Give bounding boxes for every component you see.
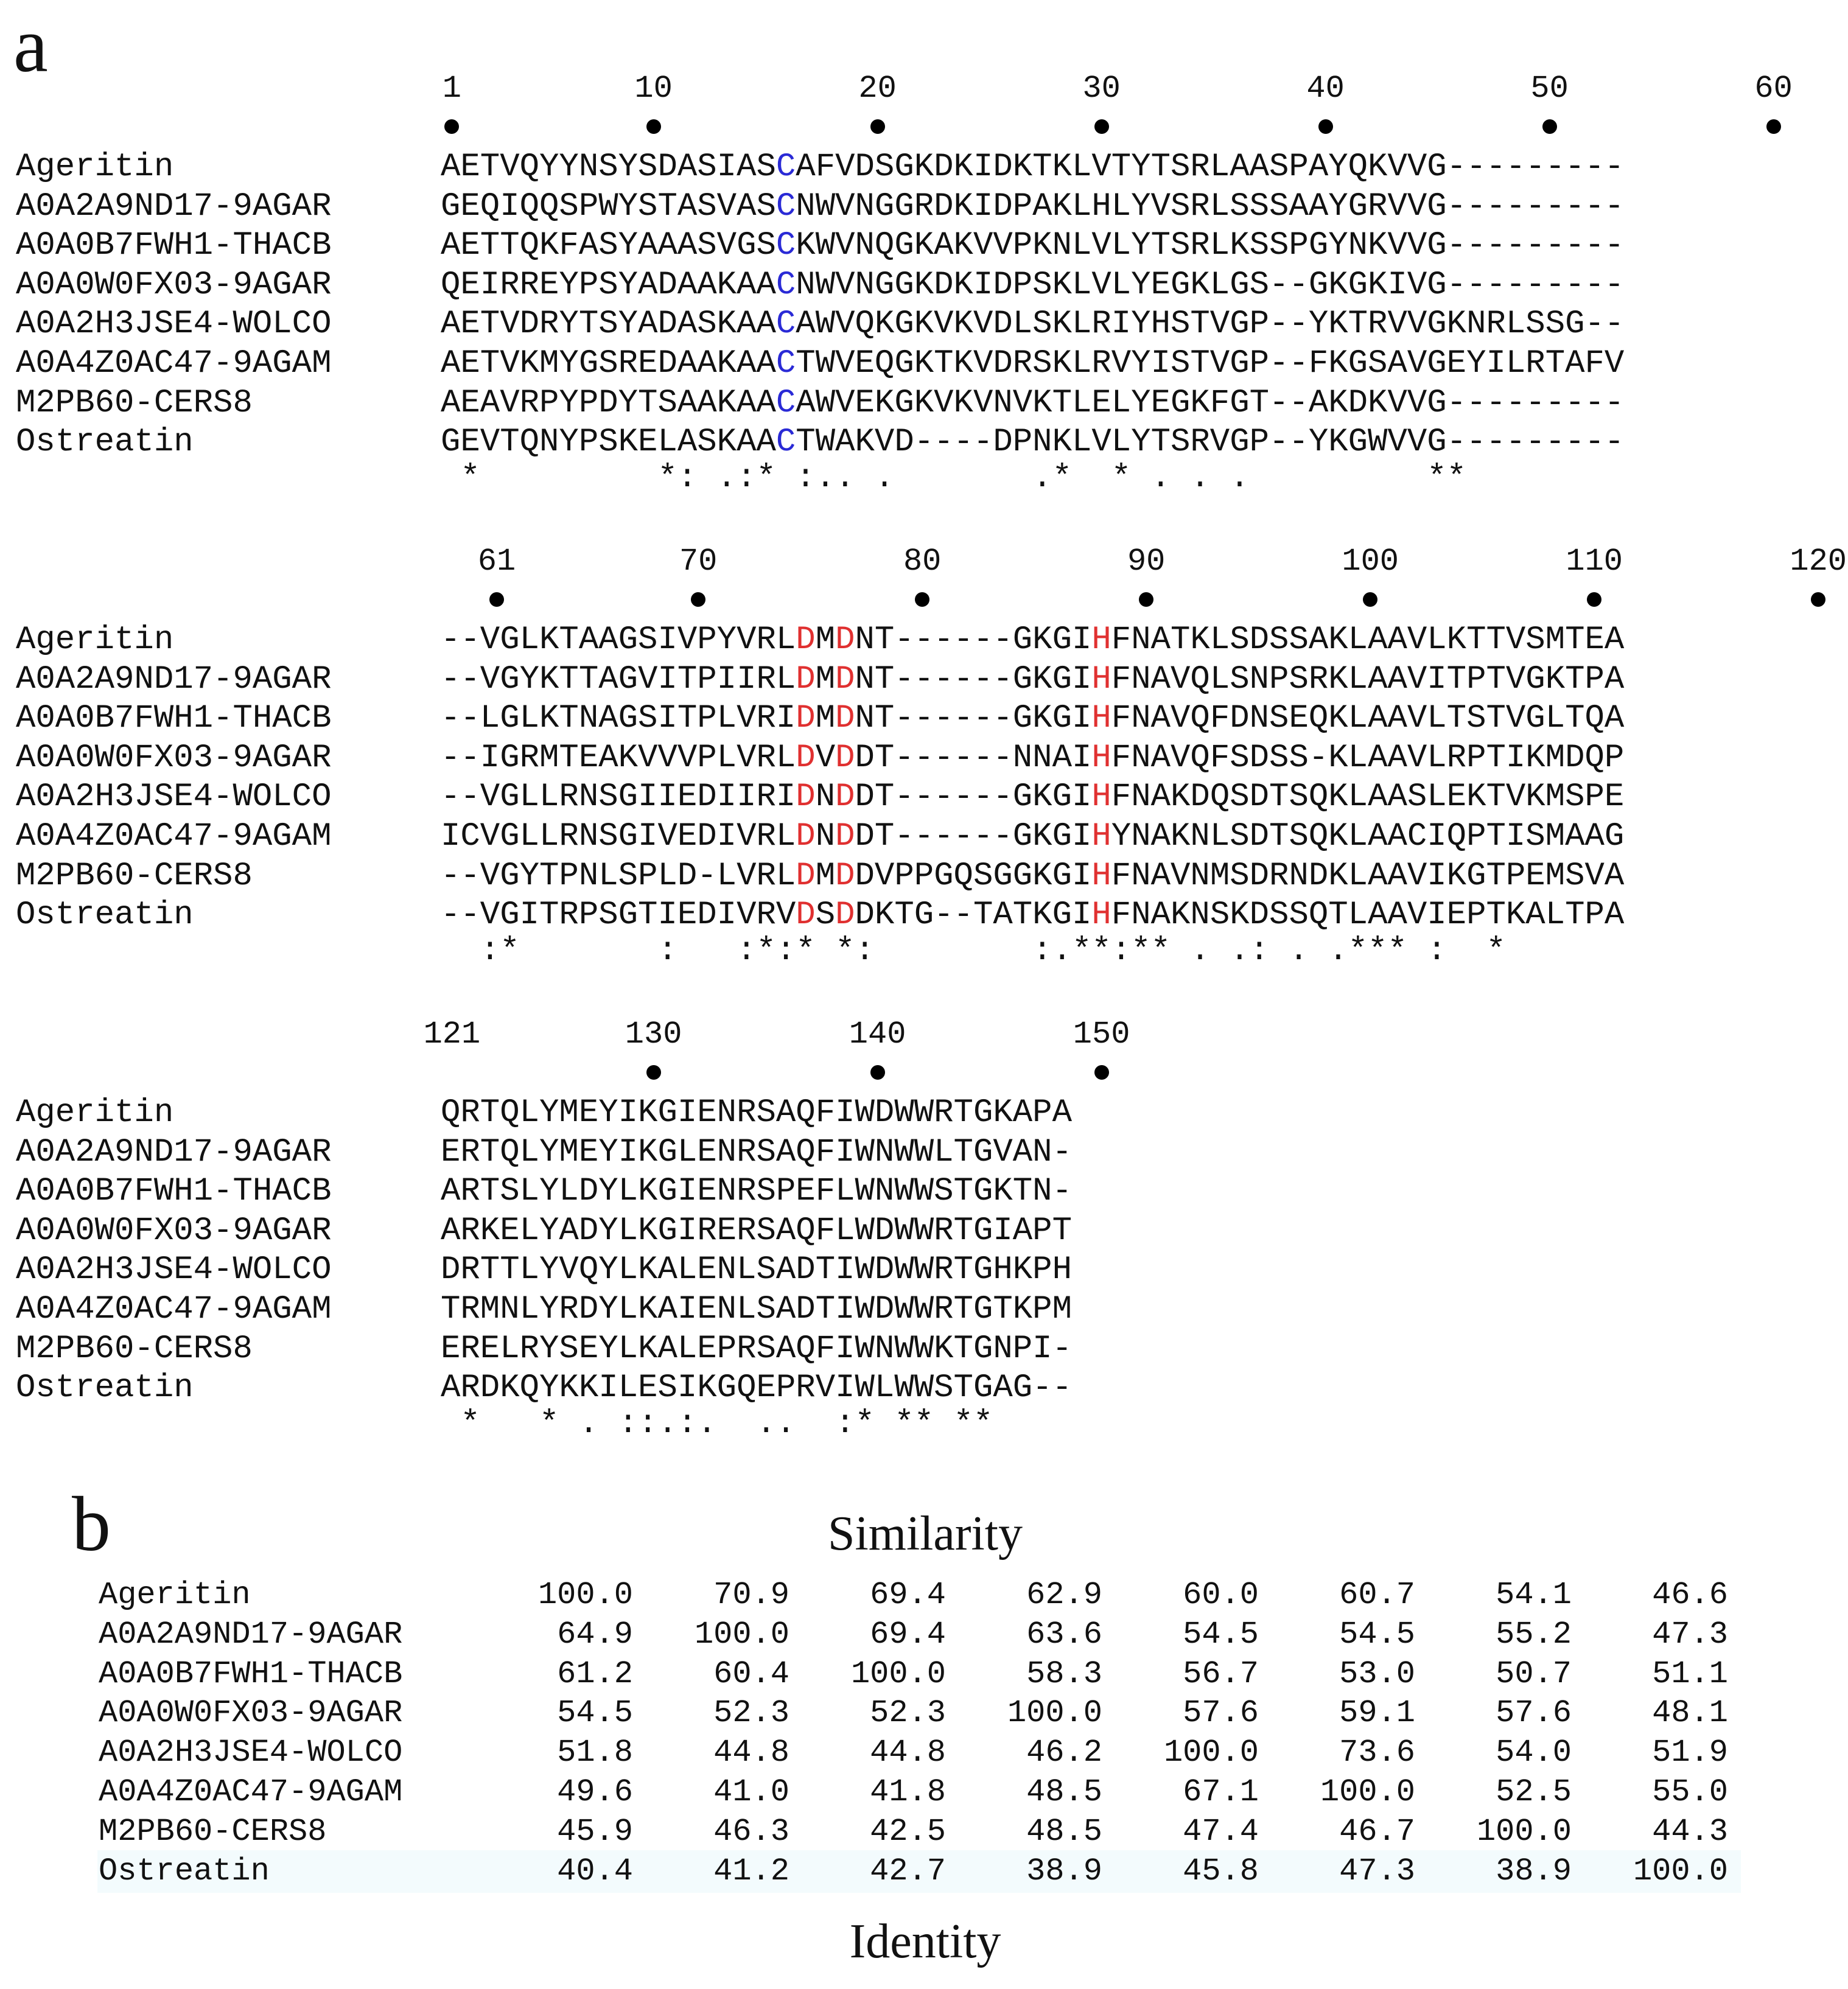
sequence-name: A0A0W0FX03-9AGAR [16, 739, 332, 777]
matrix-cell: 46.7 [1339, 1813, 1415, 1850]
position-number: 70 [679, 544, 718, 579]
sequence-name: M2PB60-CERS8 [16, 384, 253, 422]
sequence-residues: GEQIQQSPWYSTASVASCNWVNGGRDKIDPAKLHLYVSRLSSSAAYGRVVG--------- [441, 187, 1625, 225]
position-dot [646, 119, 661, 134]
highlighted-residue: H [1091, 739, 1111, 777]
sequence-residues: ERELRYSEYLKALEPRSAQFIWNWWKTGNPI- [441, 1330, 1072, 1368]
matrix-row-label: A0A2A9ND17-9AGAR [99, 1616, 403, 1652]
sequence-name: Ostreatin [16, 424, 194, 461]
matrix-title-similarity: Similarity [828, 1507, 1023, 1561]
position-number: 61 [477, 544, 516, 579]
matrix-row-label: A0A0B7FWH1-THACB [99, 1655, 403, 1692]
highlighted-residue: C [775, 384, 796, 422]
sequence-name: A0A0B7FWH1-THACB [16, 700, 332, 738]
matrix-cell: 64.9 [557, 1616, 633, 1652]
matrix-cell: 69.4 [870, 1577, 946, 1613]
matrix-cell: 47.4 [1183, 1813, 1259, 1850]
sequence-name: Ageritin [16, 149, 174, 186]
sequence-residues: AETVQYYNSYSDASIASCAFVDSGKDKIDKTKLVTYTSRLAASPAYQKVVG--------- [441, 149, 1625, 186]
consensus-line: * *: .:* :.. . .* * . . . ** [441, 459, 1625, 497]
highlighted-residue: D [835, 778, 855, 816]
matrix-row-label: Ostreatin [99, 1853, 270, 1889]
highlighted-residue: C [775, 345, 796, 382]
matrix-cell: 100.0 [1163, 1735, 1259, 1771]
matrix-cell: 48.1 [1652, 1695, 1728, 1732]
matrix-cell: 47.3 [1652, 1616, 1728, 1652]
matrix-cell: 60.0 [1183, 1577, 1259, 1613]
matrix-cell: 53.0 [1339, 1655, 1415, 1692]
sequence-residues: ARDKQYKKILESIKGQEPRVIWLWWSTGAG-- [441, 1369, 1072, 1407]
matrix-cell: 52.3 [870, 1695, 946, 1732]
highlighted-residue: C [775, 306, 796, 343]
matrix-cell: 38.9 [1026, 1853, 1102, 1889]
matrix-cell: 46.3 [713, 1813, 789, 1850]
matrix-cell: 51.9 [1652, 1735, 1728, 1771]
matrix-row-label: M2PB60-CERS8 [99, 1813, 327, 1850]
highlighted-residue: H [1091, 857, 1111, 895]
matrix-cell: 44.8 [713, 1735, 789, 1771]
matrix-cell: 63.6 [1026, 1616, 1102, 1652]
matrix-cell: 44.8 [870, 1735, 946, 1771]
matrix-cell: 50.7 [1496, 1655, 1572, 1692]
position-dot [691, 592, 705, 607]
position-number: 110 [1566, 544, 1623, 579]
matrix-row-label: A0A4Z0AC47-9AGAM [99, 1774, 403, 1810]
matrix-cell: 62.9 [1026, 1577, 1102, 1613]
matrix-cell: 47.3 [1339, 1853, 1415, 1889]
matrix-cell: 45.8 [1183, 1853, 1259, 1889]
matrix-row-label: A0A2H3JSE4-WOLCO [99, 1735, 403, 1771]
sequence-residues: AETVKMYGSREDAAKAACTWVEQGKTKVDRSKLRVYISTVGP--FKGSAVGEYILRTAFV [441, 345, 1625, 382]
sequence-residues: QEIRREYPSYADAAKAACNWVNGGKDKIDPSKLVLYEGKLGS--GKGKIVG--------- [441, 266, 1625, 304]
sequence-name: A0A0B7FWH1-THACB [16, 227, 332, 265]
position-dot [489, 592, 504, 607]
matrix-cell: 42.7 [870, 1853, 946, 1889]
highlighted-residue: D [835, 739, 855, 777]
position-dot [1139, 592, 1153, 607]
sequence-name: A0A0B7FWH1-THACB [16, 1173, 332, 1211]
highlighted-residue: D [835, 700, 855, 738]
matrix-cell: 100.0 [1476, 1813, 1572, 1850]
sequence-residues: --VGITRPSGTIEDIVRVDSDDKTG--TATKGIHFNAKNSKDSSQTLAAVIEPTKALTPA [441, 897, 1625, 934]
matrix-cell: 40.4 [557, 1853, 633, 1889]
sequence-residues: --VGYKTTAGVITPIIRLDMDNT------GKGIHFNAVQLSNPSRKLAAVITPTVGKTPA [441, 660, 1625, 698]
matrix-cell: 46.6 [1652, 1577, 1728, 1613]
position-dot [1094, 119, 1109, 134]
matrix-cell: 70.9 [713, 1577, 789, 1613]
matrix-cell: 60.7 [1339, 1577, 1415, 1613]
position-dot [1811, 592, 1825, 607]
matrix-cell: 41.8 [870, 1774, 946, 1810]
consensus-line: * * . ::.:. .. :* ** ** [441, 1405, 1072, 1442]
highlighted-residue: D [796, 778, 816, 816]
highlighted-residue: D [835, 621, 855, 659]
matrix-cell: 100.0 [694, 1616, 789, 1652]
position-dot [1363, 592, 1377, 607]
sequence-name: Ostreatin [16, 1369, 194, 1407]
highlighted-residue: C [775, 187, 796, 225]
sequence-residues: AEAVRPYPDYTSAAKAACAWVEKGKVKVNVKTLELYEGKFGT--AKDKVVG--------- [441, 384, 1625, 422]
consensus-line: :* : :*:* *: :.**:** . .: . .*** : * [441, 932, 1625, 970]
sequence-name: Ostreatin [16, 897, 194, 934]
matrix-cell: 42.5 [870, 1813, 946, 1850]
position-number: 10 [634, 71, 673, 107]
sequence-name: A0A2H3JSE4-WOLCO [16, 1251, 332, 1289]
position-number: 60 [1754, 71, 1793, 107]
sequence-residues: AETTQKFASYAAASVGSCKWVNQGKAKVVPKNLVLYTSRLKSSPGYNKVVG--------- [441, 227, 1625, 265]
highlighted-residue: H [1091, 778, 1111, 816]
sequence-residues: ICVGLLRNSGIVEDIVRLDNDDT------GKGIHYNAKNLSDTSQKLAACIQPTISMAAG [441, 818, 1625, 855]
sequence-residues: --VGYTPNLSPLD-LVRLDMDDVPPGQSGGKGIHFNAVNMSDRNDKLAAVIKGTPEMSVA [441, 857, 1625, 895]
matrix-cell: 73.6 [1339, 1735, 1415, 1771]
matrix-cell: 51.8 [557, 1735, 633, 1771]
matrix-cell: 67.1 [1183, 1774, 1259, 1810]
sequence-residues: ERTQLYMEYIKGLENRSAQFIWNWWLTGVAN- [441, 1133, 1072, 1171]
position-dot [1766, 119, 1781, 134]
matrix-cell: 58.3 [1026, 1655, 1102, 1692]
highlighted-residue: C [775, 227, 796, 265]
sequence-name: A0A2A9ND17-9AGAR [16, 1133, 332, 1171]
position-number: 1 [442, 71, 461, 107]
position-number: 121 [423, 1016, 481, 1052]
position-number: 120 [1790, 544, 1847, 579]
sequence-residues: ARTSLYLDYLKGIENRSPEFLWNWWSTGKTN- [441, 1173, 1072, 1211]
matrix-cell: 51.1 [1652, 1655, 1728, 1692]
highlighted-residue: D [796, 897, 816, 934]
highlighted-residue: D [796, 621, 816, 659]
sequence-name: A0A2A9ND17-9AGAR [16, 187, 332, 225]
position-dot [1318, 119, 1333, 134]
matrix-cell: 48.5 [1026, 1774, 1102, 1810]
position-number: 80 [903, 544, 942, 579]
position-number: 90 [1127, 544, 1166, 579]
matrix-cell: 55.0 [1652, 1774, 1728, 1810]
sequence-residues: TRMNLYRDYLKAIENLSADTIWDWWRTGTKPM [441, 1291, 1072, 1328]
sequence-residues: ARKELYADYLKGIRERSAQFLWDWWRTGIAPT [441, 1212, 1072, 1250]
highlighted-residue: D [835, 897, 855, 934]
matrix-cell: 49.6 [557, 1774, 633, 1810]
highlighted-residue: D [835, 660, 855, 698]
matrix-cell: 45.9 [557, 1813, 633, 1850]
matrix-cell: 48.5 [1026, 1813, 1102, 1850]
matrix-cell: 52.5 [1496, 1774, 1572, 1810]
sequence-name: A0A4Z0AC47-9AGAM [16, 818, 332, 855]
matrix-cell: 100.0 [537, 1577, 633, 1613]
matrix-cell: 100.0 [1320, 1774, 1415, 1810]
sequence-name: A0A0W0FX03-9AGAR [16, 1212, 332, 1250]
sequence-residues: --IGRMTEAKVVVPLVRLDVDDT------NNAIHFNAVQFSDSS-KLAAVLRPTIKMDQP [441, 739, 1625, 777]
matrix-cell: 41.2 [713, 1853, 789, 1889]
position-number: 150 [1073, 1016, 1130, 1052]
sequence-name: A0A4Z0AC47-9AGAM [16, 1291, 332, 1328]
highlighted-residue: D [796, 700, 816, 738]
matrix-cell: 100.0 [1007, 1695, 1102, 1732]
sequence-name: A0A2A9ND17-9AGAR [16, 660, 332, 698]
matrix-cell: 41.0 [713, 1774, 789, 1810]
sequence-name: M2PB60-CERS8 [16, 1330, 253, 1368]
highlighted-residue: H [1091, 621, 1111, 659]
sequence-residues: GEVTQNYPSKELASKAACTWAKVD----DPNKLVLYTSRVGP--YKGWVVG--------- [441, 424, 1625, 461]
highlighted-residue: C [775, 424, 796, 461]
highlighted-residue: D [796, 660, 816, 698]
matrix-cell: 57.6 [1183, 1695, 1259, 1732]
matrix-cell: 46.2 [1026, 1735, 1102, 1771]
matrix-title-identity: Identity [849, 1915, 1001, 1968]
sequence-residues: --LGLKTNAGSITPLVRIDMDNT------GKGIHFNAVQFDNSEQKLAAVLTSTVGLTQA [441, 700, 1625, 738]
matrix-row-label: Ageritin [99, 1577, 251, 1613]
matrix-cell: 55.2 [1496, 1616, 1572, 1652]
sequence-name: Ageritin [16, 1094, 174, 1131]
matrix-row-label: A0A0W0FX03-9AGAR [99, 1695, 403, 1732]
matrix-cell: 44.3 [1652, 1813, 1728, 1850]
matrix-cell: 61.2 [557, 1655, 633, 1692]
highlighted-residue: D [796, 818, 816, 855]
position-number: 100 [1342, 544, 1399, 579]
position-dot [1587, 592, 1601, 607]
matrix-cell: 59.1 [1339, 1695, 1415, 1732]
highlighted-residue: D [835, 818, 855, 855]
highlighted-residue: H [1091, 700, 1111, 738]
sequence-name: Ageritin [16, 621, 174, 659]
highlighted-residue: H [1091, 818, 1111, 855]
matrix-cell: 54.5 [557, 1695, 633, 1732]
highlighted-residue: D [796, 739, 816, 777]
position-dot [870, 1065, 885, 1080]
position-dot [1542, 119, 1557, 134]
position-dot [1094, 1065, 1109, 1080]
position-number: 50 [1530, 71, 1569, 107]
highlighted-residue: C [775, 266, 796, 304]
position-number: 130 [625, 1016, 682, 1052]
matrix-cell: 52.3 [713, 1695, 789, 1732]
position-number: 20 [858, 71, 897, 107]
matrix-cell: 56.7 [1183, 1655, 1259, 1692]
sequence-residues: --VGLLRNSGIIEDIIRIDNDDT------GKGIHFNAKDQSDTSQKLAASLEKTVKMSPE [441, 778, 1625, 816]
position-dot [444, 119, 459, 134]
panel-b-label: b [72, 1481, 111, 1567]
position-number: 40 [1306, 71, 1345, 107]
matrix-cell: 100.0 [1633, 1853, 1728, 1889]
panel-a-label: a [13, 2, 48, 88]
matrix-cell: 38.9 [1496, 1853, 1572, 1889]
matrix-cell: 54.5 [1339, 1616, 1415, 1652]
sequence-name: A0A0W0FX03-9AGAR [16, 266, 332, 304]
matrix-cell: 100.0 [850, 1655, 946, 1692]
sequence-residues: DRTTLYVQYLKALENLSADTIWDWWRTGHKPH [441, 1251, 1072, 1289]
highlighted-residue: D [835, 857, 855, 895]
highlighted-residue: H [1091, 660, 1111, 698]
sequence-name: A0A4Z0AC47-9AGAM [16, 345, 332, 382]
position-dot [915, 592, 929, 607]
highlighted-residue: D [796, 857, 816, 895]
sequence-residues: AETVDRYTSYADASKAACAWVQKGKVKVDLSKLRIYHSTVGP--YKTRVVGKNRLSSG-- [441, 306, 1625, 343]
sequence-residues: --VGLKTAAGSIVPYVRLDMDNT------GKGIHFNATKLSDSSAKLAAVLKTTVSMTEA [441, 621, 1625, 659]
matrix-cell: 54.0 [1496, 1735, 1572, 1771]
position-dot [646, 1065, 661, 1080]
highlighted-residue: H [1091, 897, 1111, 934]
matrix-cell: 57.6 [1496, 1695, 1572, 1732]
matrix-cell: 54.1 [1496, 1577, 1572, 1613]
sequence-name: A0A2H3JSE4-WOLCO [16, 778, 332, 816]
sequence-name: A0A2H3JSE4-WOLCO [16, 306, 332, 343]
highlighted-residue: C [775, 149, 796, 186]
position-dot [870, 119, 885, 134]
sequence-residues: QRTQLYMEYIKGIENRSAQFIWDWWRTGKAPA [441, 1094, 1072, 1131]
matrix-cell: 54.5 [1183, 1616, 1259, 1652]
matrix-cell: 60.4 [713, 1655, 789, 1692]
matrix-cell: 69.4 [870, 1616, 946, 1652]
position-number: 30 [1082, 71, 1121, 107]
sequence-name: M2PB60-CERS8 [16, 857, 253, 895]
position-number: 140 [849, 1016, 906, 1052]
